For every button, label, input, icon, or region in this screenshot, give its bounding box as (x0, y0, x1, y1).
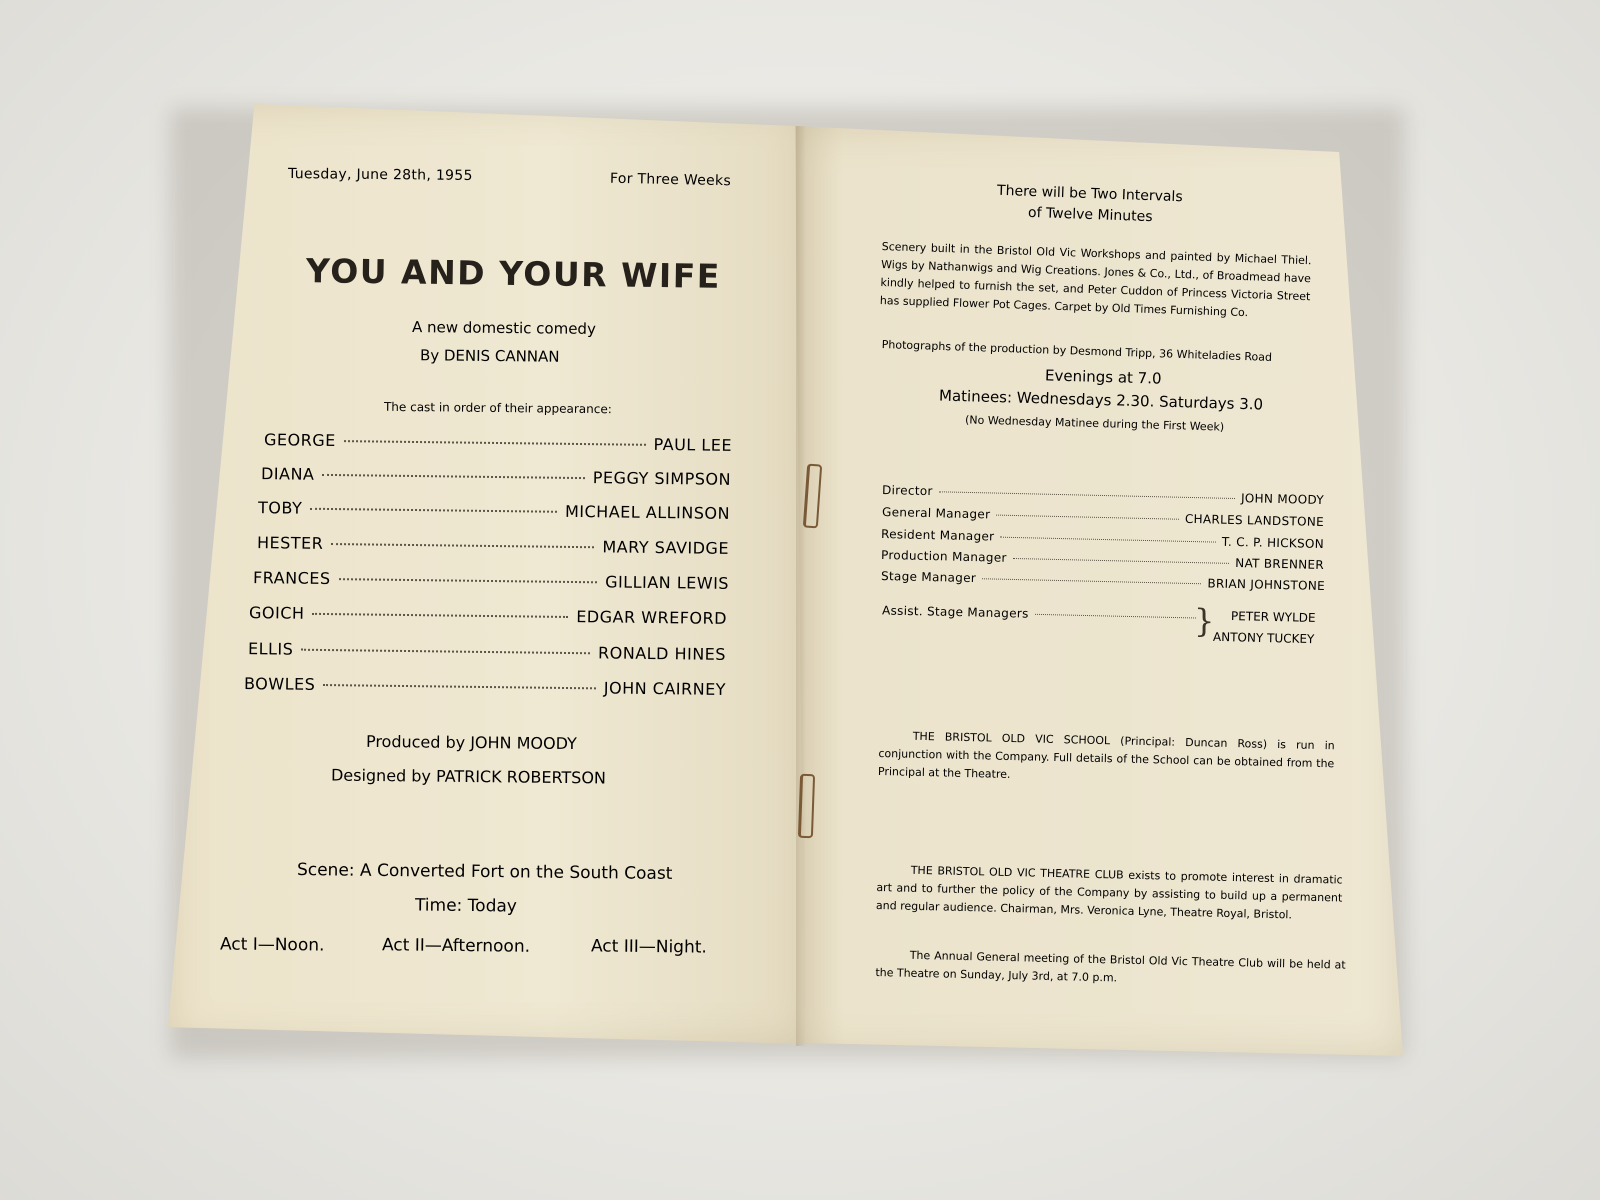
cast-role: GOICH (248, 603, 305, 623)
play-author: By DENIS CANNAN (419, 346, 560, 366)
cast-actor: JOHN CAIRNEY (603, 678, 727, 699)
cast-role: GEORGE (263, 430, 336, 451)
leader-dots (331, 543, 594, 548)
staff-name: T. C. P. HICKSON (1221, 534, 1325, 552)
matinee-times: Matinees: Wednesdays 2.30. Saturdays 3.0 (938, 386, 1264, 414)
assist-manager-name: PETER WYLDE (1230, 609, 1316, 625)
cast-heading: The cast in order of their appearance: (383, 399, 612, 417)
cast-role: ELLIS (247, 639, 294, 659)
cast-actor: MARY SAVIDGE (602, 537, 730, 558)
cast-actor: MICHAEL ALLINSON (564, 501, 731, 523)
leader-dots (339, 578, 598, 583)
act-two: Act II—Afternoon. (381, 935, 531, 957)
photographs-credit: Photographs of the production by Desmond Tripp, 36 Whiteladies Road (881, 338, 1273, 364)
staff-role: General Manager (881, 504, 991, 522)
assist-manager-name: ANTONY TUCKEY (1212, 629, 1315, 647)
staff-name: JOHN MOODY (1240, 491, 1325, 508)
scene-description: Scene: A Converted Fort on the South Coast (296, 860, 673, 884)
cast-role: FRANCES (252, 568, 331, 589)
play-subtitle: A new domestic comedy (411, 318, 596, 338)
theatre-club-notice: THE BRISTOL OLD VIC THEATRE CLUB exists to promote interest in dramatic art and to further the policy of the Company by assisting to build up a permanent and regular audience. Chairman, Mrs. Veronica Lyne, Theatre Royal, Bristol. (875, 863, 1343, 922)
agm-notice: The Annual General meeting of the Bristol Old Vic Theatre Club will be held at the Theatre on Sunday, July 3rd, at 7.0 p.m. (875, 948, 1346, 985)
leader-dots (996, 515, 1179, 520)
cast-actor: EDGAR WREFORD (576, 607, 728, 628)
production-credits: Scenery built in the Bristol Old Vic Workshops and painted by Michael Thiel. Wigs by Nathanwigs and Wig Creations. Jones & Co., Ltd., of Broadmead have kindly helped to furnish the set, and Peter Cuddon of Princess Victoria Street has supplied Flower Pot Cages. Carpet by Old Times Furnishing Co. (879, 239, 1312, 320)
staff-name: CHARLES LANDSTONE (1184, 511, 1325, 530)
staff-role: Director (881, 482, 933, 499)
leader-dots (322, 474, 584, 479)
act-one: Act I—Noon. (219, 934, 325, 956)
act-three: Act III—Night. (590, 936, 707, 958)
leader-dots (939, 491, 1235, 499)
intervals-heading: There will be Two Intervals (996, 182, 1183, 206)
leader-dots (982, 578, 1201, 584)
play-title: YOU AND YOUR WIFE (305, 251, 722, 296)
cast-actor: RONALD HINES (597, 643, 727, 664)
brace-icon: } (1194, 602, 1215, 640)
staff-role: Resident Manager (880, 526, 995, 544)
matinee-note: (No Wednesday Matinee during the First Week) (964, 413, 1225, 434)
leader-dots (344, 440, 646, 446)
leader-dots (323, 684, 596, 689)
producer-credit: Produced by JOHN MOODY (365, 731, 577, 754)
cast-role: TOBY (257, 498, 303, 518)
leader-dots (310, 508, 557, 513)
leader-dots (301, 649, 590, 655)
performance-date: Tuesday, June 28th, 1955 (287, 166, 473, 184)
leader-dots (312, 613, 568, 618)
cast-actor: PEGGY SIMPSON (592, 468, 732, 489)
designer-credit: Designed by PATRICK ROBERTSON (330, 765, 607, 788)
lower-staple (798, 774, 815, 838)
staff-role: Assist. Stage Managers (881, 603, 1029, 621)
cast-actor: PAUL LEE (653, 434, 733, 455)
cast-actor: GILLIAN LEWIS (605, 572, 730, 593)
cast-role: BOWLES (243, 674, 316, 694)
cast-role: HESTER (256, 533, 324, 553)
leader-dots (1000, 537, 1215, 543)
school-notice: THE BRISTOL OLD VIC SCHOOL (Principal: Duncan Ross) is run in conjunction with the Company. Full details of the School can be obtained from the Principal at the Theatre. (877, 729, 1335, 781)
intervals-duration: of Twelve Minutes (1027, 204, 1153, 226)
evening-times: Evenings at 7.0 (1044, 366, 1162, 388)
time-description: Time: Today (414, 895, 518, 917)
staff-name: NAT BRENNER (1235, 556, 1325, 573)
staff-name: BRIAN JOHNSTONE (1207, 576, 1326, 594)
cast-role: DIANA (260, 464, 315, 484)
staff-role: Production Manager (880, 547, 1007, 565)
leader-dots (1035, 614, 1196, 619)
run-length: For Three Weeks (609, 170, 732, 190)
spine-fold (796, 126, 806, 1046)
leader-dots (1013, 558, 1230, 564)
staff-role: Stage Manager (880, 568, 977, 586)
